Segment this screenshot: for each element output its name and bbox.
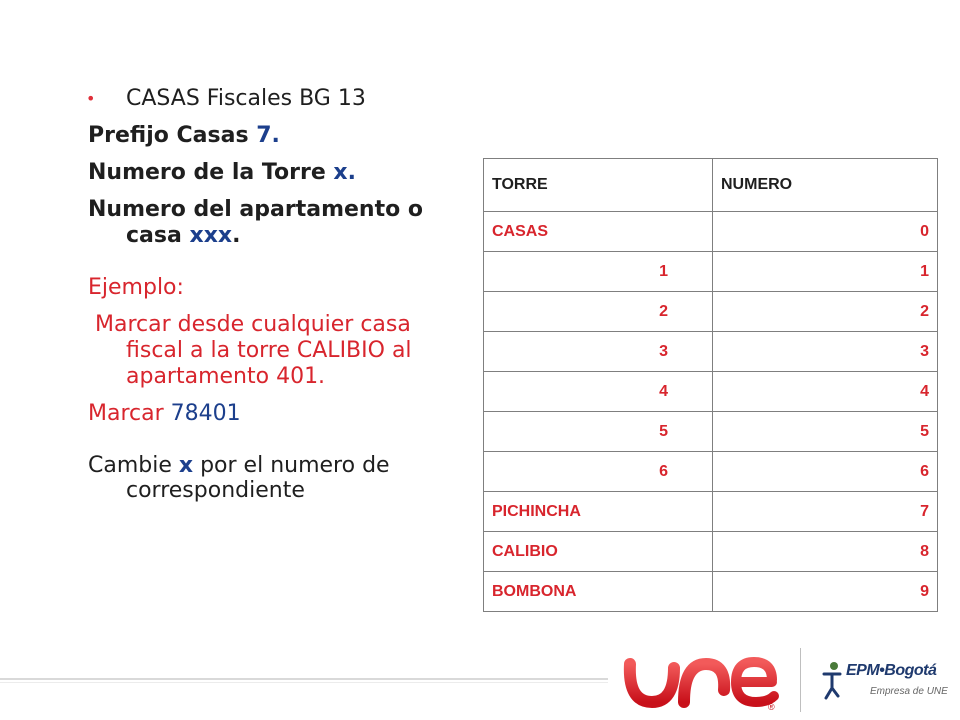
dial-label: Marcar <box>88 400 164 426</box>
numero-cell: 0 <box>713 212 938 252</box>
epm-brand: EPM•Bogotá <box>846 662 937 679</box>
tower-line <box>88 160 468 186</box>
apartment-end: . <box>232 222 241 248</box>
change-value: x <box>178 452 194 478</box>
tower-number-table <box>483 158 938 612</box>
bullet-icon: • <box>86 89 96 108</box>
une-registered: ® <box>768 702 775 712</box>
numero-cell: 4 <box>713 372 938 412</box>
torre-cell: PICHINCHA <box>484 492 713 532</box>
torre-cell: BOMBONA <box>484 572 713 612</box>
table-row <box>484 292 938 332</box>
torre-cell: CASAS <box>484 212 713 252</box>
footer-divider-thin <box>0 682 608 683</box>
epm-sub: Empresa de UNE <box>870 686 948 697</box>
change-line <box>88 453 468 505</box>
table-row <box>484 532 938 572</box>
table-row <box>484 332 938 372</box>
header-numero: NUMERO <box>713 159 938 212</box>
prefix-label: Prefijo Casas <box>88 122 249 148</box>
table-row <box>484 492 938 532</box>
tower-value: x. <box>333 159 356 185</box>
header-torre: TORRE <box>484 159 713 212</box>
torre-cell: 1 <box>484 252 713 292</box>
numero-cell: 3 <box>713 332 938 372</box>
example-text: Marcar desde cualquier casa fiscal a la torre CALIBIO al apartamento 401. <box>95 311 412 389</box>
table-row <box>484 372 938 412</box>
tower-label: Numero de la Torre <box>88 159 326 185</box>
logo-divider <box>800 648 801 712</box>
apartment-value: xxx <box>189 222 233 248</box>
prefix-value: 7. <box>256 122 280 148</box>
torre-cell: 5 <box>484 412 713 452</box>
example-label: Ejemplo: <box>88 274 184 300</box>
slide-content <box>88 86 468 504</box>
epm-figure-icon <box>820 660 844 700</box>
torre-cell: 2 <box>484 292 713 332</box>
numero-cell: 2 <box>713 292 938 332</box>
change-suffix: por el numero de correspondiente <box>126 452 390 504</box>
numero-cell: 5 <box>713 412 938 452</box>
numero-cell: 9 <box>713 572 938 612</box>
torre-cell: CALIBIO <box>484 532 713 572</box>
dial-line <box>88 401 468 427</box>
numero-cell: 1 <box>713 252 938 292</box>
table-row <box>484 452 938 492</box>
table-row <box>484 572 938 612</box>
table-row <box>484 412 938 452</box>
dial-value: 78401 <box>170 400 241 426</box>
table-header-row <box>484 159 938 212</box>
table-row <box>484 212 938 252</box>
torre-cell: 6 <box>484 452 713 492</box>
change-prefix: Cambie <box>88 452 172 478</box>
epm-bogota-logo <box>820 656 952 708</box>
numero-cell: 6 <box>713 452 938 492</box>
bullet-title: CASAS Fiscales BG 13 <box>126 86 366 111</box>
numero-cell: 7 <box>713 492 938 532</box>
une-logo-icon <box>622 650 782 712</box>
numero-cell: 8 <box>713 532 938 572</box>
table-row <box>484 252 938 292</box>
bullet-title-line <box>88 86 468 112</box>
torre-cell: 4 <box>484 372 713 412</box>
torre-cell: 3 <box>484 332 713 372</box>
prefix-line <box>88 123 468 149</box>
apartment-label: Numero del apartamento o casa <box>88 196 423 248</box>
apartment-line <box>88 197 468 249</box>
footer-divider <box>0 678 608 680</box>
